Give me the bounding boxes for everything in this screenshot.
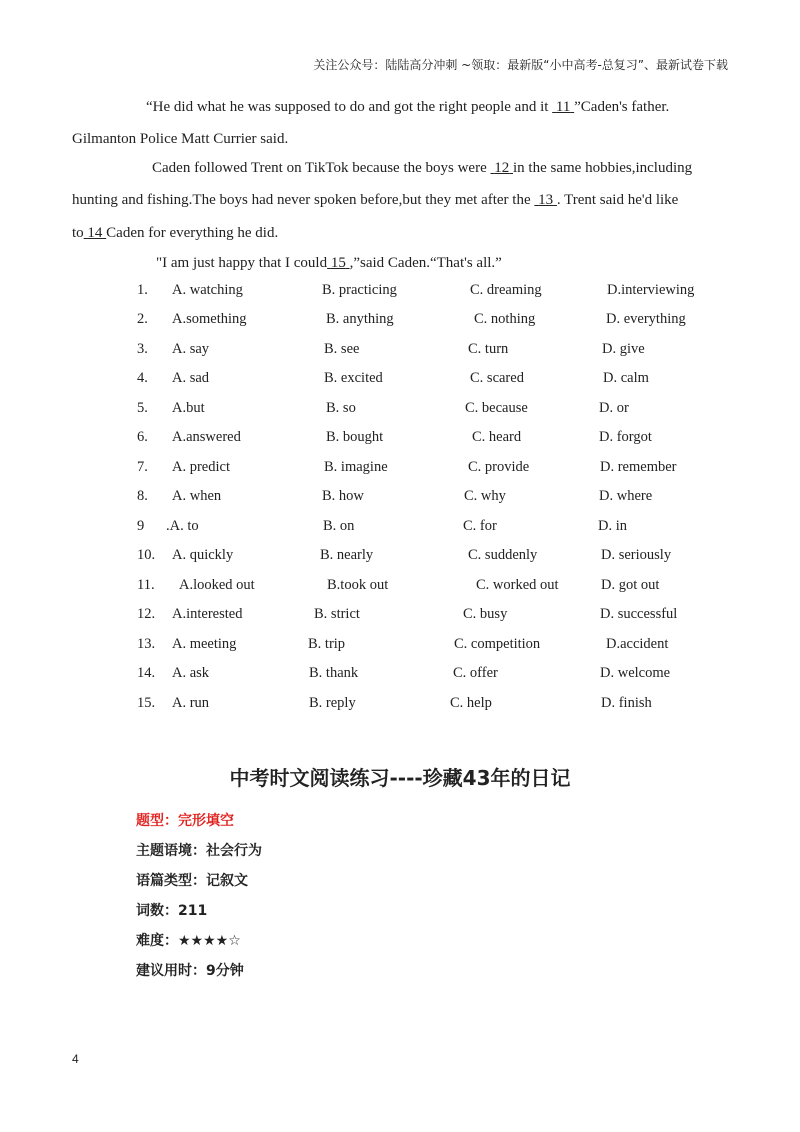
option-a: A. predict: [172, 459, 230, 475]
question-row: [0, 370, 800, 390]
option-d: D. calm: [603, 370, 649, 386]
passage-text: ,”said Caden.“That's all.”: [349, 255, 502, 271]
option-b: B. trip: [308, 636, 346, 652]
passage-text: . Trent said he'd like: [556, 192, 679, 208]
option-a: .A. to: [166, 518, 199, 534]
option-b: B. bought: [326, 429, 384, 445]
option-d: D. remember: [600, 459, 677, 475]
question-number: 14.: [137, 665, 156, 681]
blank-11: 11: [555, 99, 571, 115]
option-c: C. nothing: [474, 311, 536, 327]
section-title: 中考时文阅读练习----珍藏43年的日记: [229, 766, 571, 790]
blank-15: 15: [330, 255, 346, 271]
question-type: 题型：完形填空: [136, 813, 234, 829]
option-c: C. dreaming: [470, 282, 542, 298]
option-d: D. finish: [601, 695, 652, 711]
passage-text: Caden for everything he did.: [106, 225, 279, 241]
option-a: A. ask: [172, 665, 210, 681]
question-row: [0, 606, 800, 626]
question-row: [0, 636, 800, 656]
question-row: [0, 488, 800, 508]
option-a: A. watching: [172, 282, 243, 298]
option-a: A.but: [172, 400, 205, 416]
option-d: D. seriously: [601, 547, 672, 563]
option-b: B. on: [323, 518, 355, 534]
option-b: B. nearly: [320, 547, 374, 563]
question-number: 10.: [137, 547, 156, 563]
page-header: 关注公众号：陆陆高分冲刺 ~领取：最新版“小中高考-总复习”、最新试卷下载: [313, 58, 728, 72]
option-c: C. help: [450, 695, 492, 711]
question-number: 9: [137, 518, 145, 534]
option-b: B. strict: [314, 606, 360, 622]
option-d: D.interviewing: [607, 282, 695, 298]
passage-text: ”Caden's father.: [574, 99, 670, 115]
passage-text: in the same hobbies,including: [513, 160, 693, 176]
option-c: C. for: [463, 518, 497, 534]
option-b: B. reply: [309, 695, 356, 711]
option-a: A.looked out: [179, 577, 255, 593]
question-number: 12.: [137, 606, 156, 622]
option-d: D. give: [602, 341, 645, 357]
option-a: A. sad: [172, 370, 210, 386]
option-c: C. provide: [468, 459, 530, 475]
blank-13: 13: [538, 192, 554, 208]
question-number: 4.: [137, 370, 148, 386]
option-a: A. run: [172, 695, 210, 711]
question-row: [0, 400, 800, 420]
option-b: B. practicing: [322, 282, 397, 298]
page-number: 4: [72, 1052, 79, 1066]
option-a: A. when: [172, 488, 222, 504]
option-b: B. see: [324, 341, 360, 357]
option-c: C. because: [465, 400, 528, 416]
question-row: [0, 459, 800, 479]
option-b: B. thank: [309, 665, 359, 681]
question-number: 15.: [137, 695, 156, 711]
question-number: 7.: [137, 459, 148, 475]
theme-context: 主题语境：社会行为: [136, 843, 262, 859]
passage-line: [152, 158, 692, 178]
option-c: C. worked out: [476, 577, 559, 593]
question-row: [0, 547, 800, 567]
option-c: C. turn: [468, 341, 509, 357]
question-number: 11.: [137, 577, 155, 593]
option-b: B. imagine: [324, 459, 388, 475]
question-row: [0, 665, 800, 685]
suggested-time: 建议用时：9分钟: [136, 963, 244, 979]
question-row: [0, 518, 800, 538]
text-genre: 语篇类型：记叙文: [136, 873, 248, 889]
question-number: 8.: [137, 488, 148, 504]
option-a: A.interested: [172, 606, 243, 622]
question-row: [0, 577, 800, 597]
blank-14: 14: [87, 225, 103, 241]
option-d: D. in: [598, 518, 627, 534]
difficulty-rating: 难度：★★★★☆: [136, 933, 241, 949]
option-a: A. say: [172, 341, 210, 357]
question-number: 5.: [137, 400, 148, 416]
passage-line: [72, 190, 678, 210]
question-row: [0, 311, 800, 331]
option-c: C. competition: [454, 636, 541, 652]
passage-text: hunting and fishing.The boys had never spoken before,but they met after the: [72, 192, 531, 208]
passage-text: Caden followed Trent on TikTok because the boys were: [152, 160, 487, 176]
option-d: D. or: [599, 400, 629, 416]
option-d: D.accident: [606, 636, 669, 652]
passage-text: to: [72, 225, 84, 241]
option-d: D. where: [599, 488, 653, 504]
option-c: C. offer: [453, 665, 498, 681]
question-row: [0, 429, 800, 449]
passage-text: “He did what he was supposed to do and got the right people and it: [146, 99, 549, 115]
passage-line: [156, 253, 502, 273]
option-c: C. why: [464, 488, 506, 504]
option-b: B. so: [326, 400, 356, 416]
option-a: A. meeting: [172, 636, 237, 652]
option-d: D. welcome: [600, 665, 671, 681]
question-row: [0, 341, 800, 361]
option-d: D. everything: [606, 311, 686, 327]
passage-text: "I am just happy that I could: [156, 255, 328, 271]
passage-line: [146, 97, 669, 117]
passage-line: [72, 223, 278, 243]
question-number: 6.: [137, 429, 148, 445]
passage-line: Gilmanton Police Matt Currier said.: [72, 131, 289, 147]
question-row: [0, 695, 800, 715]
word-count: 词数：211: [136, 903, 208, 919]
option-c: C. suddenly: [468, 547, 538, 563]
option-d: D. got out: [601, 577, 660, 593]
option-d: D. forgot: [599, 429, 652, 445]
option-b: B.took out: [327, 577, 389, 593]
option-c: C. busy: [463, 606, 508, 622]
option-a: A. quickly: [172, 547, 234, 563]
option-c: C. scared: [470, 370, 524, 386]
question-number: 3.: [137, 341, 148, 357]
option-b: B. anything: [326, 311, 394, 327]
question-row: [0, 282, 800, 302]
question-number: 13.: [137, 636, 156, 652]
question-number: 2.: [137, 311, 148, 327]
option-d: D. successful: [600, 606, 678, 622]
option-b: B. how: [322, 488, 364, 504]
question-number: 1.: [137, 282, 148, 298]
option-a: A.something: [172, 311, 247, 327]
option-b: B. excited: [324, 370, 383, 386]
option-c: C. heard: [472, 429, 522, 445]
blank-12: 12: [494, 160, 510, 176]
option-a: A.answered: [172, 429, 241, 445]
